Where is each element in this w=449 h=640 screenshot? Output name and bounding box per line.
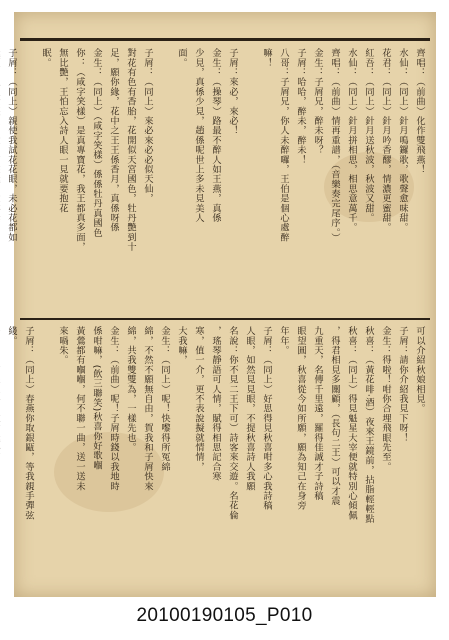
text-column: ，瑤琴靜語可人情，賦得相思記合寒 bbox=[210, 326, 221, 482]
text-column: 金生：（前曲）呢！子屑時錢以我地時 bbox=[108, 326, 119, 491]
text-column: 金生：子屑兄，醉未呀？ bbox=[312, 48, 323, 155]
text-column: 金生：（同上）（咸字笑樣）係係牡丹真國色 bbox=[91, 48, 102, 238]
text-column: 秋喜：（黃花啡·酒）夜來王鏡前，拈脂輕輕點 bbox=[363, 326, 374, 524]
text-column: 綫。 bbox=[6, 326, 17, 346]
text-column: 綿，共我雙雙為，一樣先也。 bbox=[125, 326, 136, 453]
text-column: 子屑：（同上）好思得見秋喜咁多心我詩稿 bbox=[261, 326, 272, 511]
text-column: 子屑：請你介紹我見下呀！ bbox=[397, 326, 408, 443]
text-column: 少見，真係少見，趙係呢世上多未見美人 bbox=[193, 48, 204, 223]
text-column bbox=[242, 48, 256, 310]
text-column: 年年。 bbox=[278, 326, 289, 356]
text-column: 秋喜：（同上）得見魁星大宰便就特別心傾佩 bbox=[346, 326, 357, 520]
text-column: 足，願你緣，花中之王王係香月，真係呀係 bbox=[108, 48, 119, 233]
text-column: 紅吾：（同上）針月送秋波，秋波又甜。 bbox=[363, 48, 374, 223]
text-column: 眠。 bbox=[40, 48, 51, 68]
text-column: 八哥：子屑兄，你人未醉囉，王伯是個心處醉 bbox=[278, 48, 289, 242]
text-column: 子屑：（同上）來必來必必似天仙， bbox=[142, 48, 153, 204]
text-column: ，得君相見多關顧，（長句二王）可以才震 bbox=[329, 326, 340, 506]
text-column: 對花有色有香胎，花開似天宮國色，牡丹艷到十 bbox=[125, 48, 136, 252]
text-column: 水仙：（同上）針月拼相思，相思意萬千。 bbox=[346, 48, 357, 233]
text-column: 寒，值一介，更不表說擬就情情， bbox=[193, 326, 204, 472]
lower-text-block bbox=[0, 326, 426, 588]
image-caption: 20100190105_P010 bbox=[136, 605, 313, 626]
text-column bbox=[157, 48, 171, 310]
text-column: 名說：你不見二王下可）詩客來交遊。名花倫 bbox=[227, 326, 238, 520]
text-column: 花君：（同上）針月吟香醪，情濃更蜜甜。 bbox=[380, 48, 391, 233]
text-column: 齊唱：（前曲）化作雙飛燕！ bbox=[414, 48, 425, 175]
text-column: 無比艷，王怕忘入詩人眼一見就要抱花 bbox=[57, 48, 68, 213]
text-column: 人眼，如然見見眼，不提秋喜詩人我願 bbox=[244, 326, 255, 491]
text-column: 面。 bbox=[176, 48, 187, 68]
text-column bbox=[0, 326, 1, 588]
text-column: 大我嘛， bbox=[176, 326, 187, 365]
text-column: 金生：（同上）呢！快嚟得所冤綿 bbox=[159, 326, 170, 472]
text-column: 係咁嘛，(飲三聯笑)秋喜你好歌嗰 bbox=[91, 326, 102, 470]
text-column: 嘛！ bbox=[261, 48, 272, 68]
text-column: 九重天，名傳千里遠，羅得佳誠才子詩稿 bbox=[312, 326, 323, 501]
text-column: 水仙：（同上）針月鳴鑼歌，歌聲愈味甜。 bbox=[397, 48, 408, 233]
text-column: 黃鶯都有嗰嗰，何不聯一曲，送一送未 bbox=[74, 326, 85, 491]
text-column bbox=[0, 48, 1, 310]
text-column bbox=[38, 326, 52, 588]
text-column: 齊唱：（前曲）情再重譜，（音樂奏完尾序。） bbox=[329, 48, 340, 243]
text-column: 眼望圓，秋喜從今如所願，願為知己在身旁 bbox=[295, 326, 306, 511]
text-column: 金生：得啦！咁你合埋飛眼先至。 bbox=[380, 326, 391, 472]
top-rule bbox=[20, 38, 430, 41]
text-column: 子屑：哈哈，醉未，醉未！ bbox=[295, 48, 306, 165]
text-column: 子屑：來必，來必！ bbox=[227, 48, 238, 136]
text-column: 來喎朱。 bbox=[57, 326, 68, 365]
text-column: 你：（咸字笑樣）是真專寶花，我王都真多面， bbox=[74, 48, 85, 252]
scanned-page bbox=[6, 12, 436, 597]
text-column: 綿，不然不願無自由，賀我和子屑快來 bbox=[142, 326, 153, 491]
text-column: 可以介紹秋娘相見。 bbox=[414, 326, 425, 414]
text-column: 子屑：（同上）春燕你取銀甌，等我親手彈弦 bbox=[23, 326, 34, 520]
text-column bbox=[21, 48, 35, 310]
text-column: 子屑：（同上）親使我試花花眼，未必花都如 bbox=[6, 48, 17, 242]
middle-rule bbox=[20, 318, 430, 320]
text-column: 金生：（操琴）路最不醉人如王燕，真係 bbox=[210, 48, 221, 223]
upper-text-block bbox=[0, 48, 426, 310]
